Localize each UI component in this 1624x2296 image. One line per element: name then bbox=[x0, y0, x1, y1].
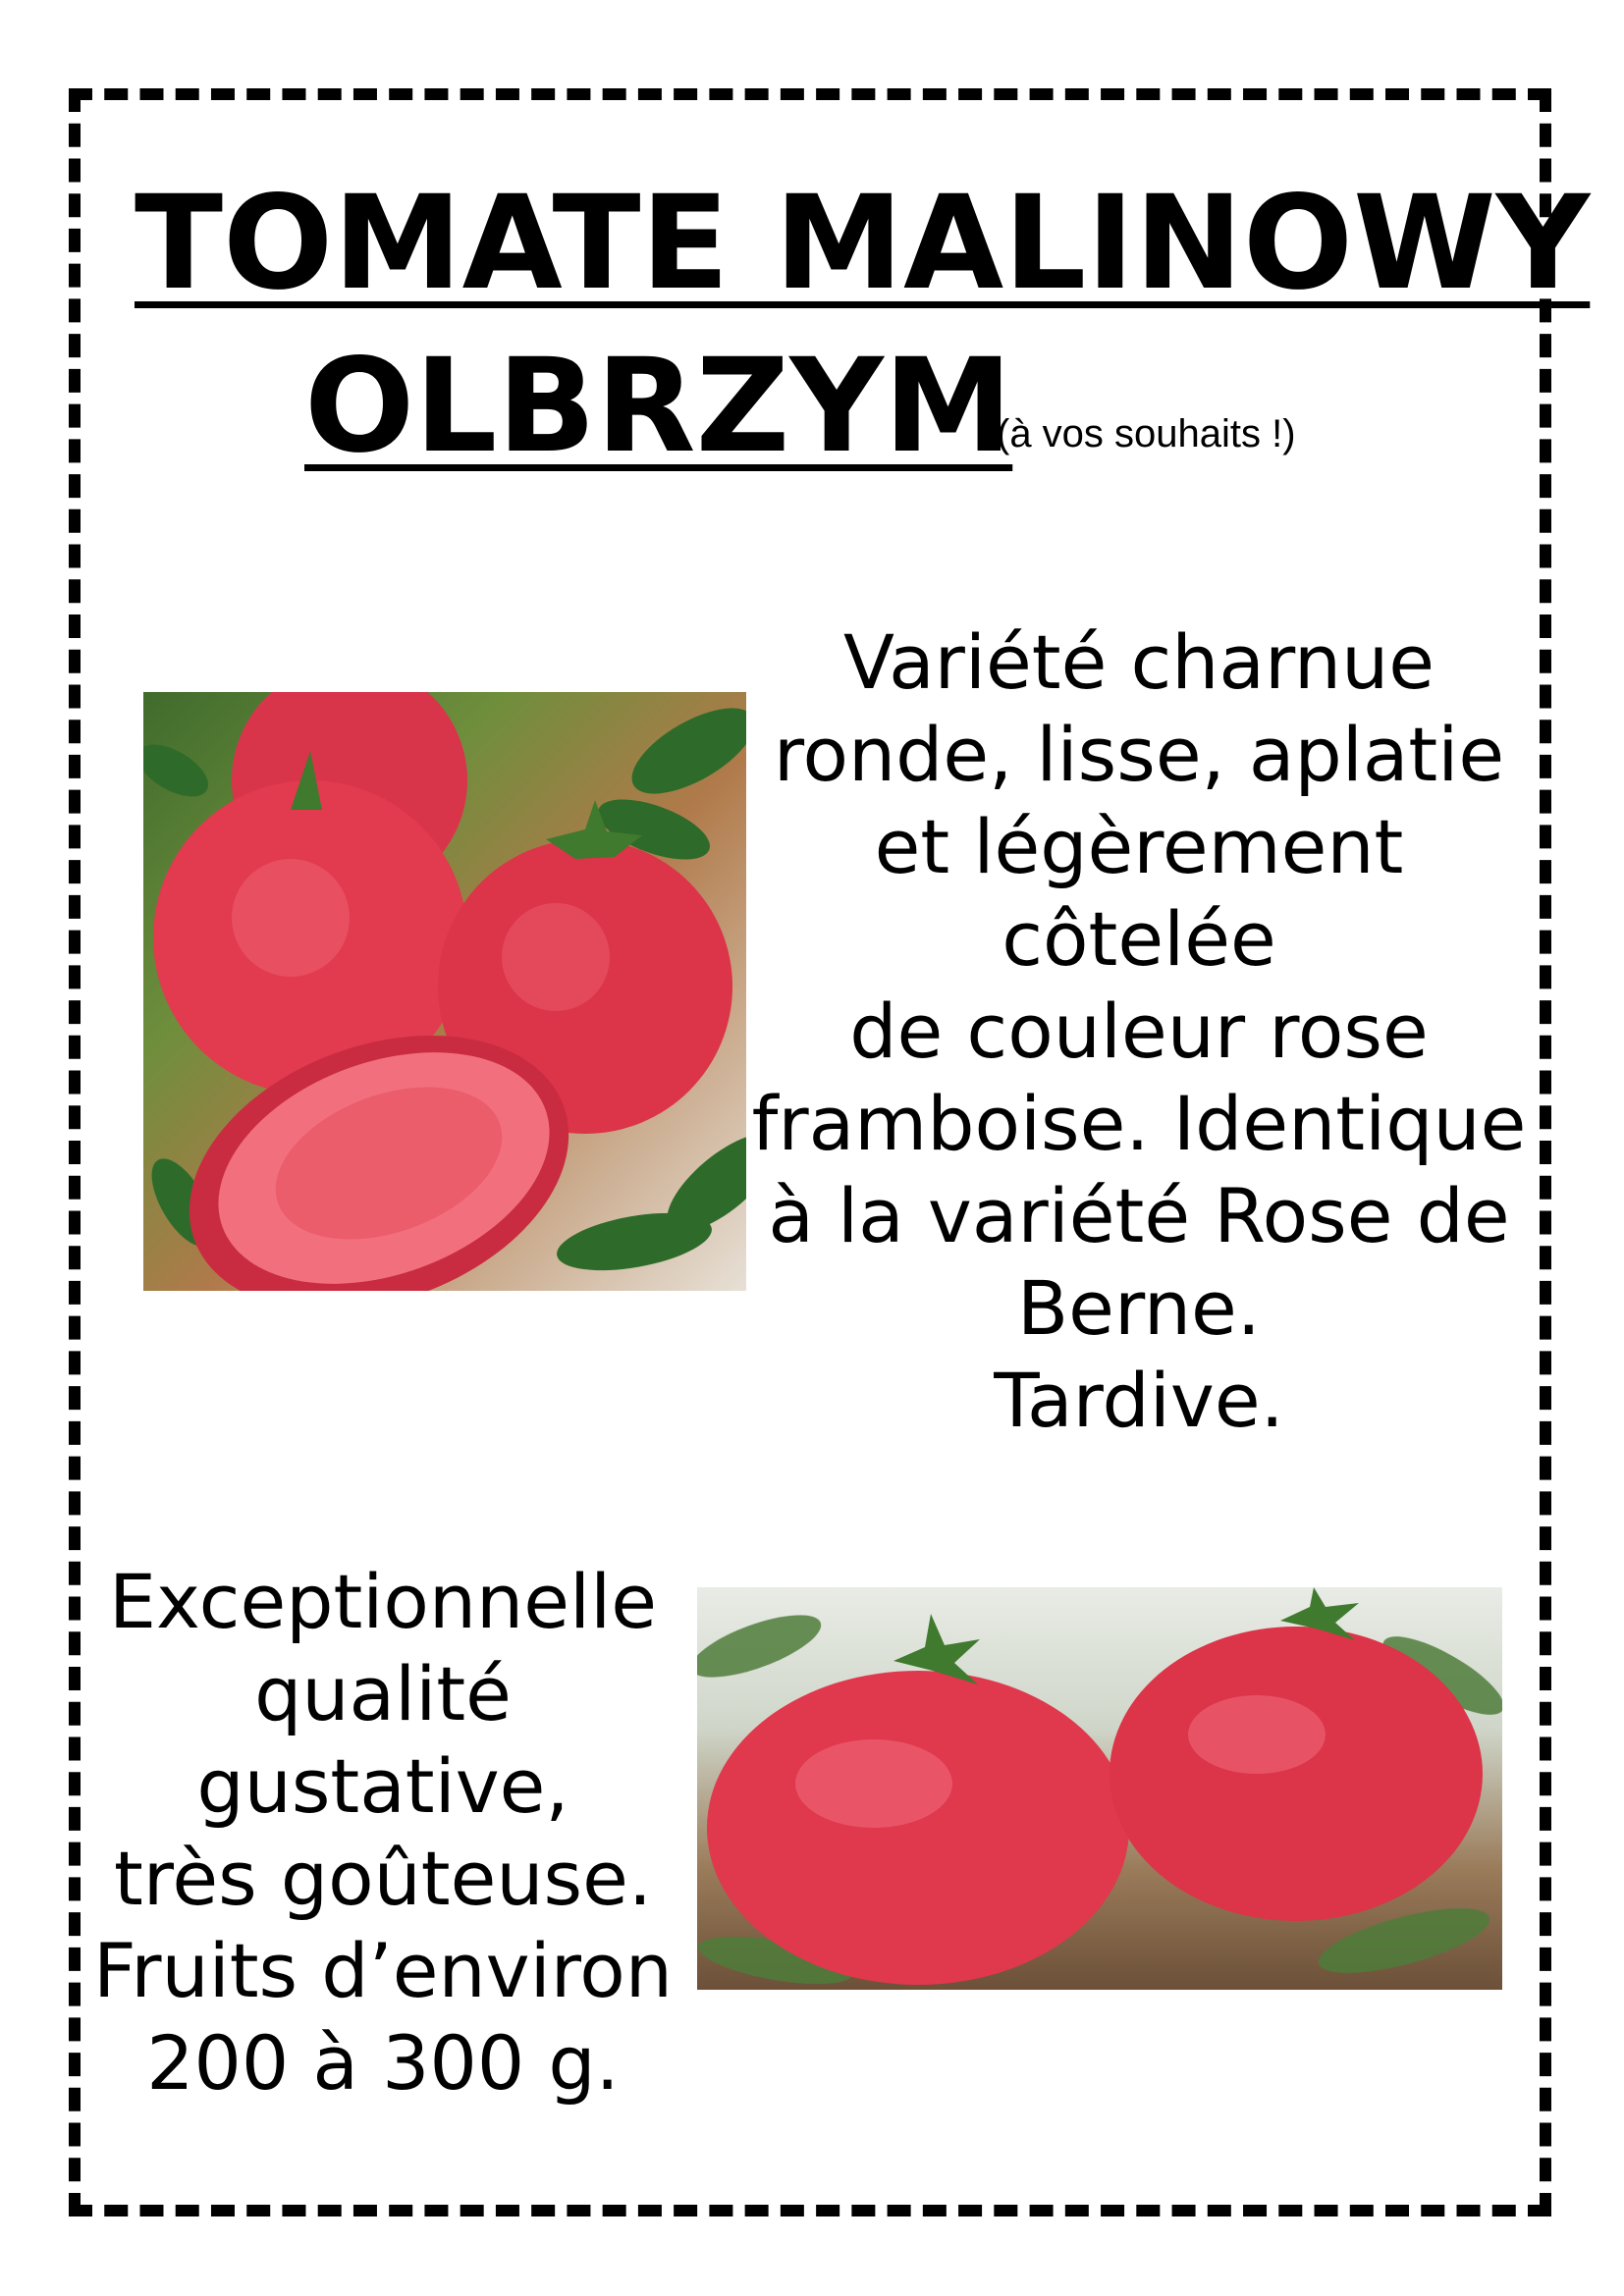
tomato-photo-cut bbox=[143, 692, 746, 1291]
title-aside: (à vos souhaits !) bbox=[997, 412, 1296, 455]
description-variety: Variété charnue ronde, lisse, aplatie et légèrement côtelée de couleur rose framboise. Identique à la variété Rose de Berne. Tardive. bbox=[751, 618, 1527, 1444]
description-taste: Exceptionnelle qualité gustative, très goûteuse. Fruits d’environ 200 à 300 g. bbox=[93, 1558, 673, 2107]
title-line-2: OLBRZYM bbox=[304, 331, 1013, 482]
tomato-photo-pair bbox=[697, 1587, 1502, 1990]
title-line-1: TOMATE MALINOWY bbox=[135, 168, 1591, 319]
